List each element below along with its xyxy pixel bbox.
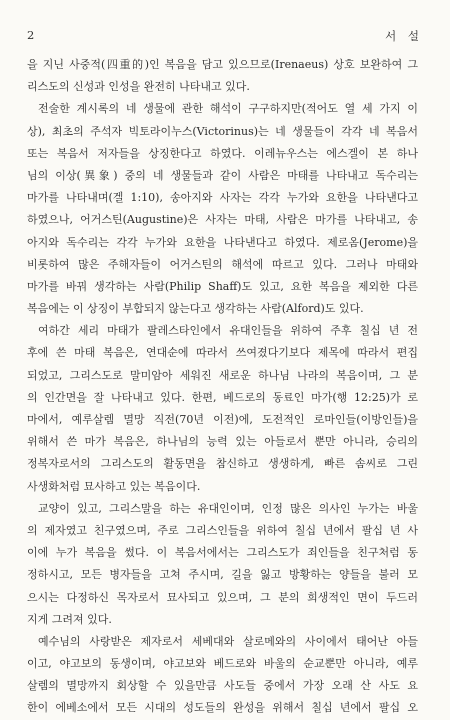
text-line: 상), 최초의 주석자 빅토라이누스(Victorinus)는 네 생물들이 각각 네 복음서 [27,124,418,138]
text-line: 님의 이상(異象) 중의 네 생물들과 같이 사람은 마태를 나타내고 독수리는 [27,168,418,182]
text-line: 의 제자였고 친구였으며, 주로 그리스인들을 위하여 칠십 년에서 팔십 년 사 [27,523,418,537]
text-line: 살렘의 멸망까지 회상할 수 있을만큼 사도들 중에서 가장 오래 산 사도 요 [27,679,418,693]
text-line: 여하간 세리 마태가 팔레스타인에서 유대인들을 위하여 주후 칠십 년 전 [38,324,418,338]
text-line: 을 지닌 사중적(四重的)인 복음을 담고 있으므로(Irenaeus) 상호 보완하여 그 [27,58,418,71]
running-header [27,28,423,46]
text-line: 정복자로서의 그리스도의 활동면을 참신하고 생생하게, 빠른 솜씨로 그린 [27,457,418,471]
text-line: 전술한 계시록의 네 생물에 관한 해석이 구구하지만(적어도 열 세 가지 이 [38,102,418,116]
text-line: 또는 복음서 저자들을 상징한다고 하였다. 이레뉴우스는 에스겔이 본 하나 [27,146,418,160]
text-line: 후에 쓴 마태 복음은, 연대순에 따라서 쓰여졌다기보다 제목에 따라서 편집 [27,346,418,360]
text-line: 지게 그려져 있다. [27,612,112,626]
body-text [27,54,418,720]
text-line: 비롯하여 많은 주해자들이 어거스틴의 해석에 따르고 있다. 그러나 마태와 [27,257,418,271]
text-line: 한이 에베소에서 모든 시대의 성도들의 완성을 위해서 칠십 년에서 팔십 오 [27,701,418,715]
text-line: 위해서 쓴 마가 복음은, 하나님의 능력 있는 아들로서 뿐만 아니라, 승리의 [27,435,418,449]
text-line: 리스도의 신성과 인성을 완전히 나타내고 있다. [27,80,250,94]
text-line: 이고, 야고보의 동생이며, 야고보와 베드로와 바울의 순교뿐만 아니라, 예루 [27,657,418,671]
section-title: 서 설 [385,29,423,43]
text-line: 정하시고, 모든 병자들을 고쳐 주시며, 길을 잃고 방황하는 양들을 불러 모 [27,568,418,582]
text-line: 예수님의 사랑받은 제자로서 세베대와 살로메와의 사이에서 태어난 아들 [38,634,418,648]
text-line: 의 인간면을 잘 나타내고 있다. 한편, 베드로의 동료인 마가(행 12:25)가 로 [27,390,418,404]
text-line: 하였으나, 어거스틴(Augustine)은 사자는 마태, 사람은 마가를 나타내고, 송 [27,213,418,227]
page-number: 2 [27,28,35,42]
text-line: 마가를 바꿔 생각하는 사람(Philip Shaff)도 있고, 요한 복음을 제외한 다른 [27,279,418,293]
text-line: 마에서, 예루살렘 멸망 직전(70년 이전)에, 도전적인 로마인들(이방인들)을 [27,413,418,426]
text-line: 이에 누가 복음을 썼다. 이 복음서에서는 그리스도가 죄인들을 친구처럼 동 [27,546,418,560]
text-line: 교양이 있고, 그리스말을 하는 유대인이며, 인정 많은 의사인 누가는 바울 [38,501,418,515]
text-line: 으시는 다정하신 목자로서 묘사되고 있으며, 그 분의 희생적인 면이 두드러 [27,590,418,604]
text-line: 아지와 독수리는 각각 누가와 요한을 나타낸다고 하였다. 제로옴(Jerome)을 [27,235,418,249]
text-line: 사생화처럼 묘사하고 있는 복음이다. [27,479,201,493]
text-line: 되었고, 그리스도로 말미암아 세워진 새로운 하나님 나라의 복음이며, 그 분 [27,368,418,382]
text-line: 마가를 나타내며(겔 1:10), 송아지와 사자는 각각 누가와 요한을 나타낸다고 [27,191,418,205]
text-line: 복음에는 이 상징이 부합되지 않는다고 생각하는 사람(Alford)도 있다. [27,302,364,316]
